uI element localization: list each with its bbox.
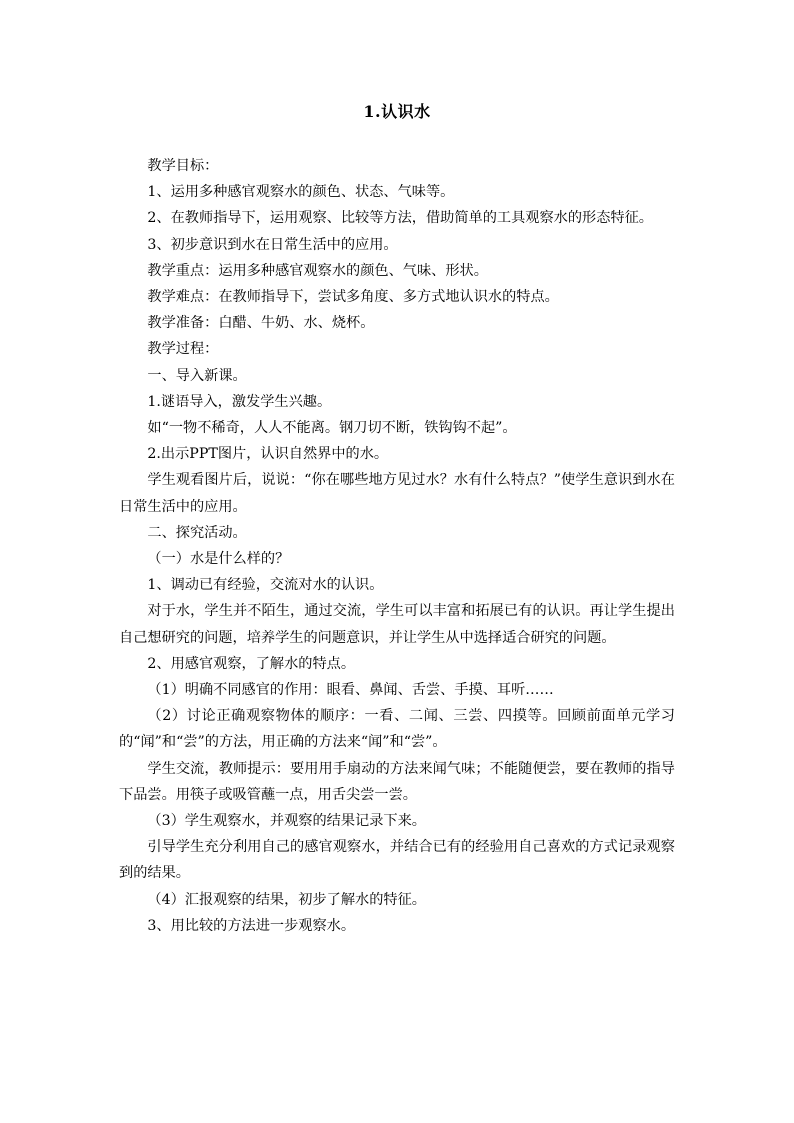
paragraph-step-3: 3、用比较的方法进一步观察水。	[147, 917, 356, 934]
paragraph-step-2: 2、用感官观察，了解水的特点。	[147, 655, 356, 672]
paragraph-ppt: 2.出示PPT图片，认识自然界中的水。	[147, 446, 389, 463]
paragraph-subsection-1: （一）水是什么样的？	[147, 551, 290, 568]
paragraph-objective-1: 1、运用多种感官观察水的颜色、状态、气味等。	[147, 184, 455, 201]
paragraph-key-points: 教学重点：运用多种感官观察水的颜色、气味、形状。	[147, 262, 488, 279]
paragraph-objectives-heading: 教学目标：	[147, 158, 219, 174]
paragraph-section-1: 一、导入新课。	[147, 367, 247, 384]
paragraph-preparation: 教学准备：白醋、牛奶、水、烧杯。	[147, 315, 375, 332]
paragraph-step-2-3: （3）学生观察水，并观察的结果记录下来。	[147, 813, 426, 830]
paragraph-step-2-4: （4）汇报观察的结果，初步了解水的特征。	[147, 891, 426, 908]
paragraph-riddle: 如“一物不稀奇，人人不能离。钢刀切不断，铁钩钩不起”。	[147, 420, 517, 437]
paragraph-discussion: 学生观看图片后，说说：“你在哪些地方见过水？水有什么特点？”使学生意识到水在日常生活中的应用。	[119, 472, 675, 515]
paragraph-step-2-3-detail: 引导学生充分利用自己的感官观察水，并结合已有的经验用自己喜欢的方式记录观察到的结果。	[119, 839, 675, 882]
paragraph-section-2: 二、探究活动。	[147, 524, 247, 541]
paragraph-objective-2: 2、在教师指导下，运用观察、比较等方法，借助简单的工具观察水的形态特征。	[147, 210, 653, 227]
document-title: 1.认识水	[363, 102, 431, 121]
paragraph-step-1-detail: 对于水，学生并不陌生，通过交流，学生可以丰富和拓展已有的认识。再让学生提出自己想研究的问题，培养学生的问题意识，并让学生从中选择适合研究的问题。	[119, 603, 675, 646]
paragraph-difficult-points: 教学难点：在教师指导下，尝试多角度、多方式地认识水的特点。	[147, 289, 559, 306]
paragraph-teacher-tip: 学生交流，教师提示：要用用手扇动的方法来闻气味；不能随便尝，要在教师的指导下品尝。用筷子或吸管蘸一点，用舌尖尝一尝。	[119, 760, 675, 803]
paragraph-objective-3: 3、初步意识到水在日常生活中的应用。	[147, 236, 398, 253]
paragraph-step-2-2: （2）讨论正确观察物体的顺序：一看、二闻、三尝、四摸等。回顾前面单元学习的“闻”和“尝”的方法，用正确的方法来“闻”和“尝”。	[119, 708, 675, 751]
paragraph-process-heading: 教学过程：	[147, 341, 219, 358]
paragraph-riddle-intro: 1.谜语导入，激发学生兴趣。	[147, 393, 332, 410]
paragraph-step-1: 1、调动已有经验，交流对水的认识。	[147, 577, 384, 594]
document-body	[119, 153, 675, 939]
paragraph-step-2-1: （1）明确不同感官的作用：眼看、鼻闻、舌尝、手摸、耳听……	[147, 682, 554, 699]
